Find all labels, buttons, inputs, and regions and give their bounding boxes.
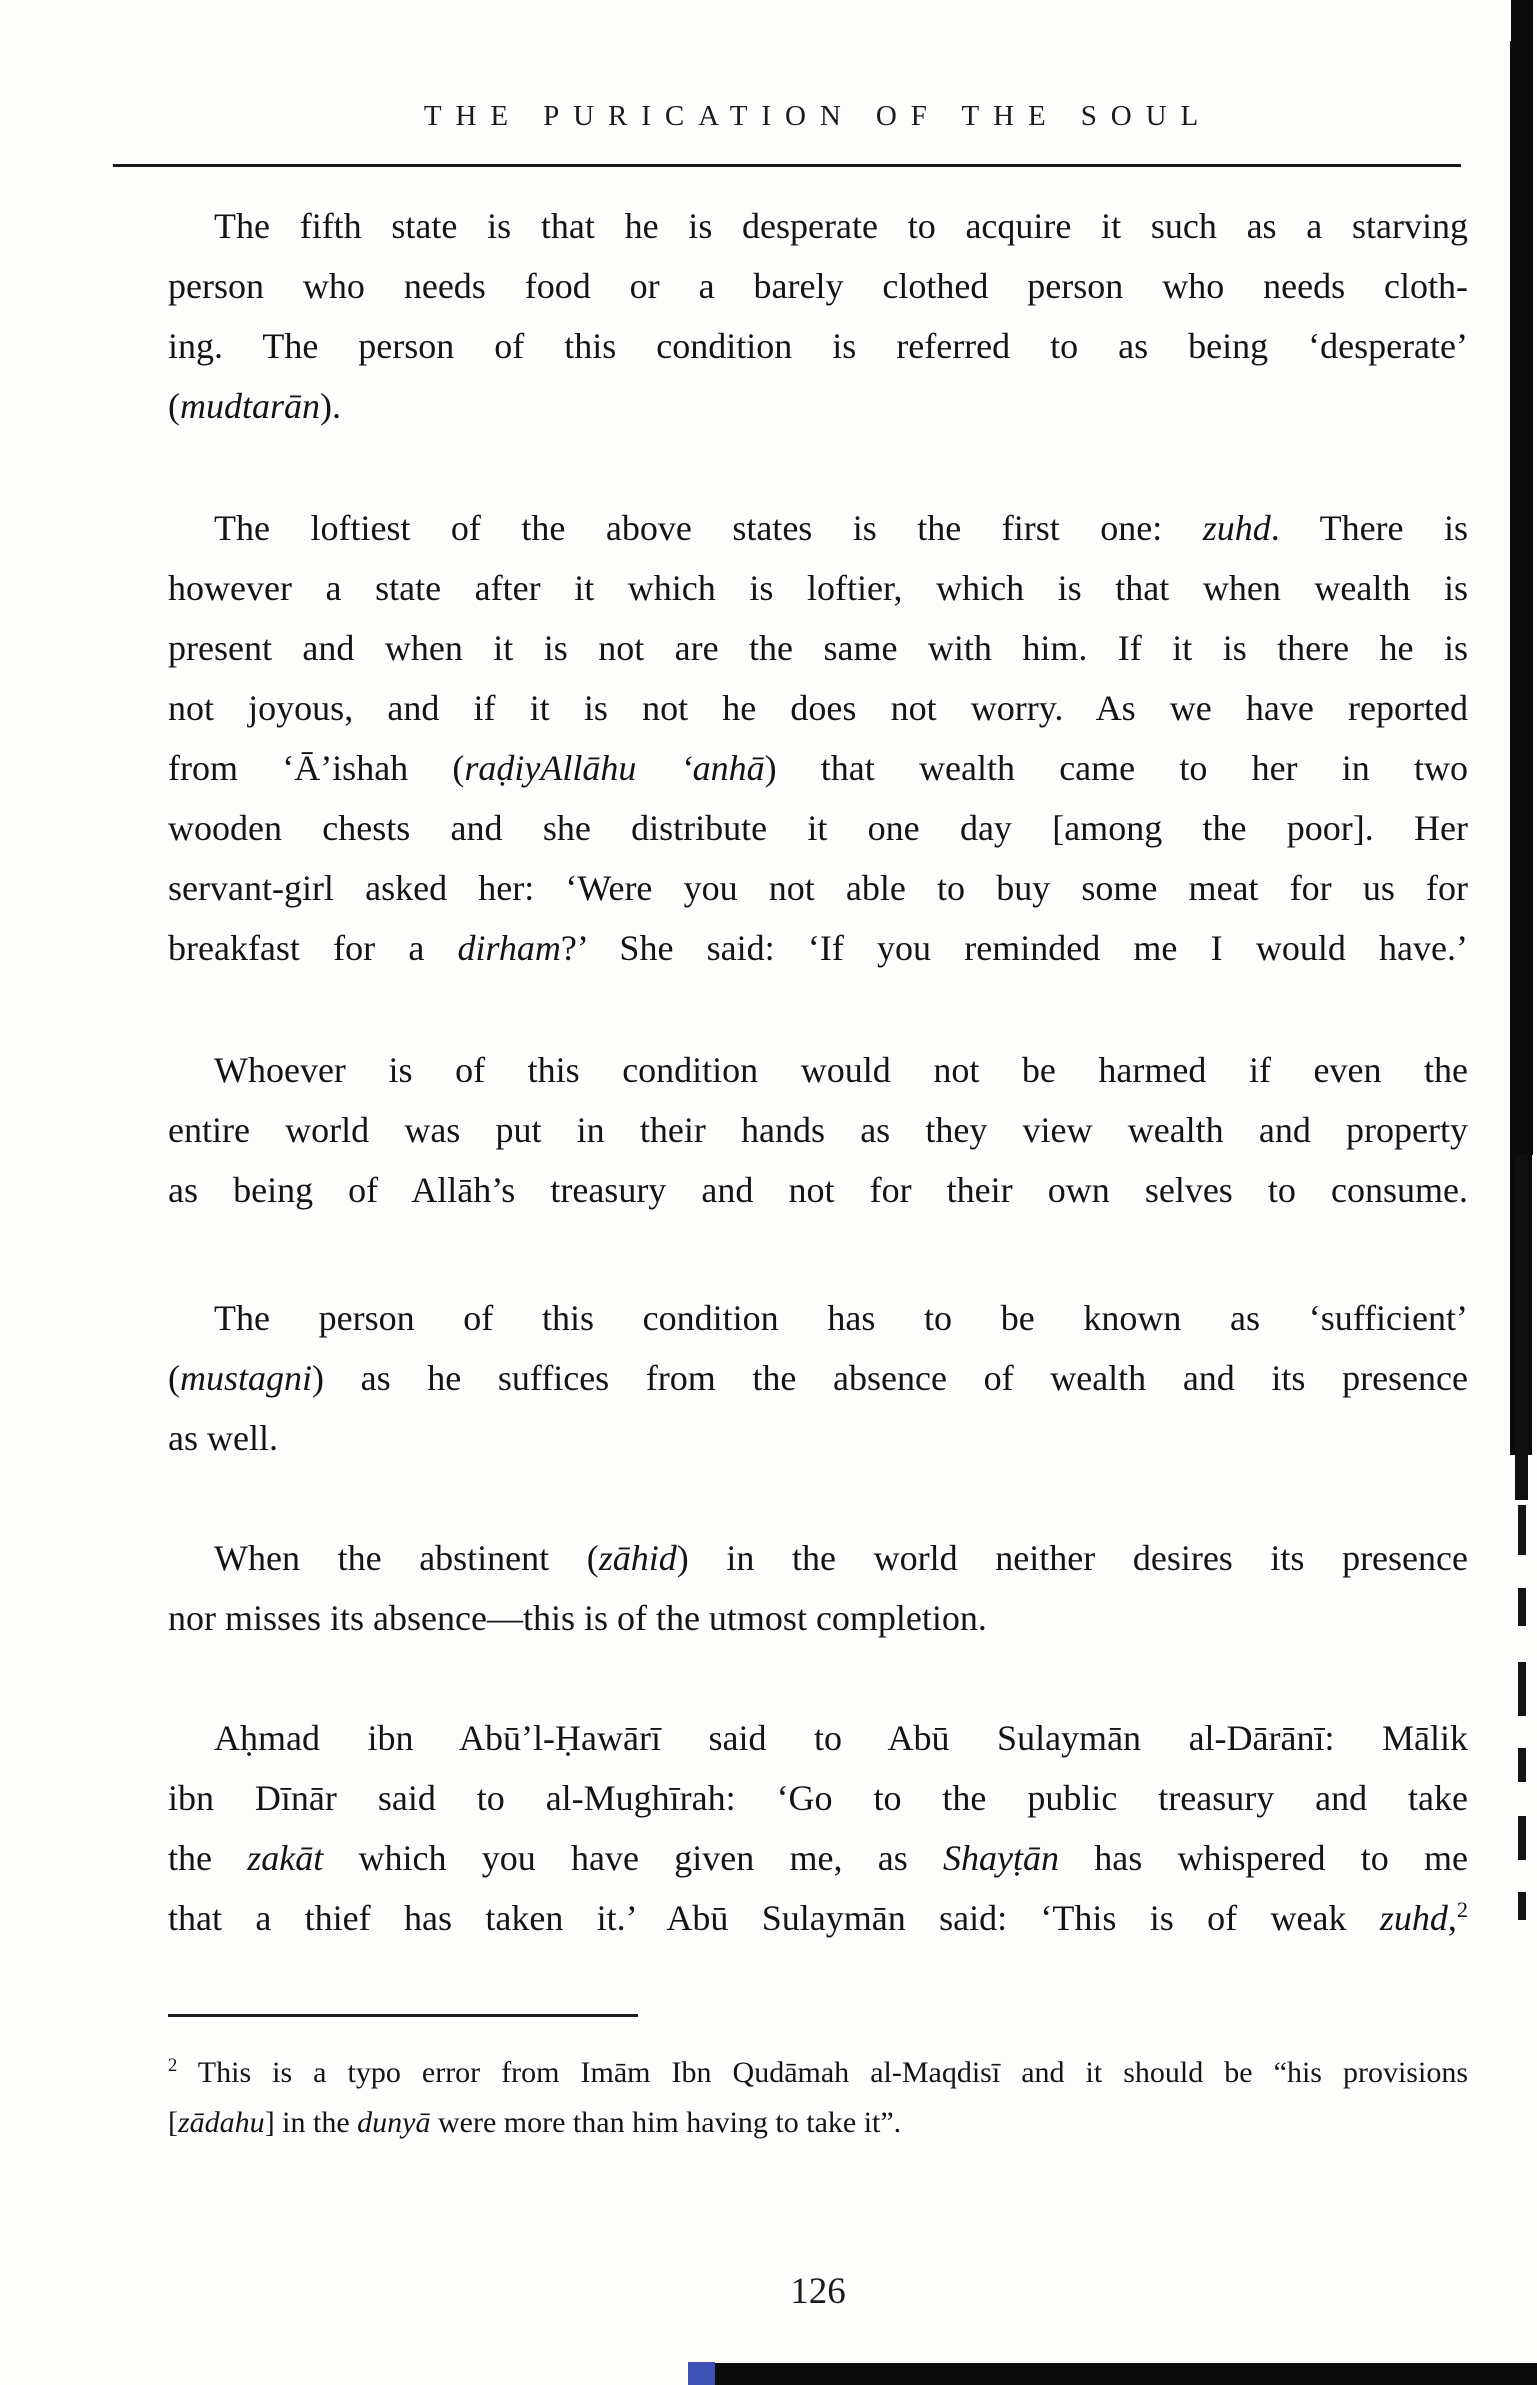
text-line: [168, 498, 1468, 558]
scan-artifact-bottom-bar: [692, 2363, 1537, 2385]
text-segment: ).: [320, 386, 342, 426]
text-segment: When the abstinent (: [214, 1538, 599, 1578]
text-line: [168, 376, 1468, 436]
text-line: [168, 558, 1468, 618]
text-line: [168, 1708, 1468, 1768]
text-segment: raḍiyAllāhu ‘anhā: [464, 748, 765, 788]
text-segment: zuhd: [1202, 508, 1271, 548]
text-segment: dirham: [457, 928, 561, 968]
text-segment: as being of Allāh’s treasury and not for their own selves to consume.: [168, 1170, 1468, 1210]
paragraph-ahmad-narration: [168, 1708, 1468, 1948]
text-segment: has whispered to me: [1059, 1838, 1468, 1878]
text-line: [168, 798, 1468, 858]
text-segment: entire world was put in their hands as they view wealth and property: [168, 1110, 1468, 1150]
text-line: [168, 1100, 1468, 1160]
header-rule: [113, 164, 1461, 167]
text-segment: zakāt: [247, 1838, 324, 1878]
text-segment: This is a typo error from Imām Ibn Qudāmah al-Maqdisī and it should be “his provisions: [177, 2056, 1468, 2089]
text-line: [168, 1588, 1468, 1648]
text-segment: ) that wealth came to her in two: [764, 748, 1468, 788]
text-segment: The loftiest of the above states is the first one:: [214, 508, 1203, 548]
text-segment: were more than him having to take it”.: [430, 2106, 902, 2139]
text-segment: zāhid: [598, 1538, 677, 1578]
scan-artifact-dash: [1518, 1748, 1526, 1782]
text-line: [168, 2098, 1468, 2148]
text-segment: The person of this condition has to be known as ‘sufficient’: [214, 1298, 1468, 1338]
text-segment: breakfast for a: [168, 928, 458, 968]
text-line: [168, 2048, 1468, 2098]
running-header: THE PURICATION OF THE SOUL: [423, 100, 1213, 132]
text-line: [168, 196, 1468, 256]
text-line: [168, 1408, 1468, 1468]
text-line: [168, 1040, 1468, 1100]
text-segment: zādahu: [178, 2106, 265, 2139]
text-segment: (: [168, 386, 180, 426]
scan-artifact-blue-mark: [688, 2362, 715, 2385]
text-segment: mudtarān: [180, 386, 321, 426]
text-line: [168, 1160, 1468, 1220]
text-segment: present and when it is not are the same with him. If it is there he is: [168, 628, 1468, 668]
text-segment: Whoever is of this condition would not be harmed if even the: [214, 1050, 1468, 1090]
scan-artifact-dash: [1518, 1816, 1526, 1860]
text-segment: person who needs food or a barely clothed person who needs cloth-: [168, 266, 1468, 306]
text-segment: which you have given me, as: [323, 1838, 944, 1878]
paragraph-loftiest-state: [168, 498, 1468, 978]
text-segment: not joyous, and if it is not he does not worry. As we have reported: [168, 688, 1468, 728]
text-segment: the: [168, 1838, 248, 1878]
text-segment: Aḥmad ibn Abū’l-Ḥawārī said to Abū Sulaymān al-Dārānī: Mālik: [214, 1718, 1468, 1758]
text-line: [168, 1828, 1468, 1888]
text-segment: ibn Dīnār said to al-Mughīrah: ‘Go to the public treasury and take: [168, 1778, 1468, 1818]
text-line: [168, 678, 1468, 738]
text-segment: ?’ She said: ‘If you reminded me I would have.’: [560, 928, 1468, 968]
text-line: [168, 618, 1468, 678]
scan-artifact-right-bar: [1511, 0, 1533, 1155]
paragraph-sufficient: [168, 1288, 1468, 1468]
text-segment: The fifth state is that he is desperate to acquire it such as a starving: [214, 206, 1468, 246]
footnote-rule: [168, 2014, 638, 2017]
text-segment: servant-girl asked her: ‘Were you not able to buy some meat for us for: [168, 868, 1468, 908]
text-segment: [: [168, 2106, 178, 2139]
text-segment: mustagni: [180, 1358, 313, 1398]
text-segment: (: [168, 1358, 180, 1398]
text-line: [168, 1348, 1468, 1408]
text-line: [168, 1768, 1468, 1828]
scan-artifact-dash: [1518, 1662, 1526, 1716]
text-line: [168, 256, 1468, 316]
text-segment: nor misses its absence—this is of the utmost completion.: [168, 1598, 987, 1638]
text-segment: ,: [1447, 1898, 1457, 1938]
text-segment: from ‘Ā’ishah (: [168, 748, 465, 788]
text-segment: ] in the: [264, 2106, 358, 2139]
text-segment: as well.: [168, 1418, 278, 1458]
scan-artifact-dash: [1518, 1588, 1526, 1626]
page-number: 126: [790, 2271, 846, 2312]
text-line: [168, 316, 1468, 376]
text-segment: wooden chests and she distribute it one day [among the poor]. Her: [168, 808, 1468, 848]
text-line: [168, 738, 1468, 798]
text-segment: ) as he suffices from the absence of wealth and its presence: [312, 1358, 1468, 1398]
text-segment: 2: [168, 2055, 178, 2076]
text-segment: zuhd: [1379, 1898, 1448, 1938]
text-segment: Shayṭān: [943, 1838, 1059, 1878]
scan-artifact-right-bar-thin: [1515, 1155, 1528, 1500]
paragraph-whoever-condition: [168, 1040, 1468, 1220]
paragraph-abstinent: [168, 1528, 1468, 1648]
text-segment: that a thief has taken it.’ Abū Sulaymān said: ‘This is of weak: [168, 1898, 1380, 1938]
text-line: [168, 918, 1468, 978]
text-segment: . There is: [1270, 508, 1469, 548]
text-segment: ) in the world neither desires its presence: [676, 1538, 1468, 1578]
text-segment: however a state after it which is loftier, which is that when wealth is: [168, 568, 1468, 608]
text-line: [168, 1528, 1468, 1588]
footnote: [168, 2048, 1468, 2148]
scan-artifact-dash: [1518, 1505, 1526, 1555]
scan-artifact-dash: [1518, 1892, 1526, 1920]
text-segment: ing. The person of this condition is referred to as being ‘desperate’: [168, 326, 1468, 366]
text-line: [168, 1288, 1468, 1348]
text-line: [168, 1888, 1468, 1948]
text-segment: dunyā: [357, 2106, 431, 2139]
paragraph-fifth-state: [168, 196, 1468, 436]
text-segment: 2: [1456, 1897, 1468, 1922]
text-line: [168, 858, 1468, 918]
